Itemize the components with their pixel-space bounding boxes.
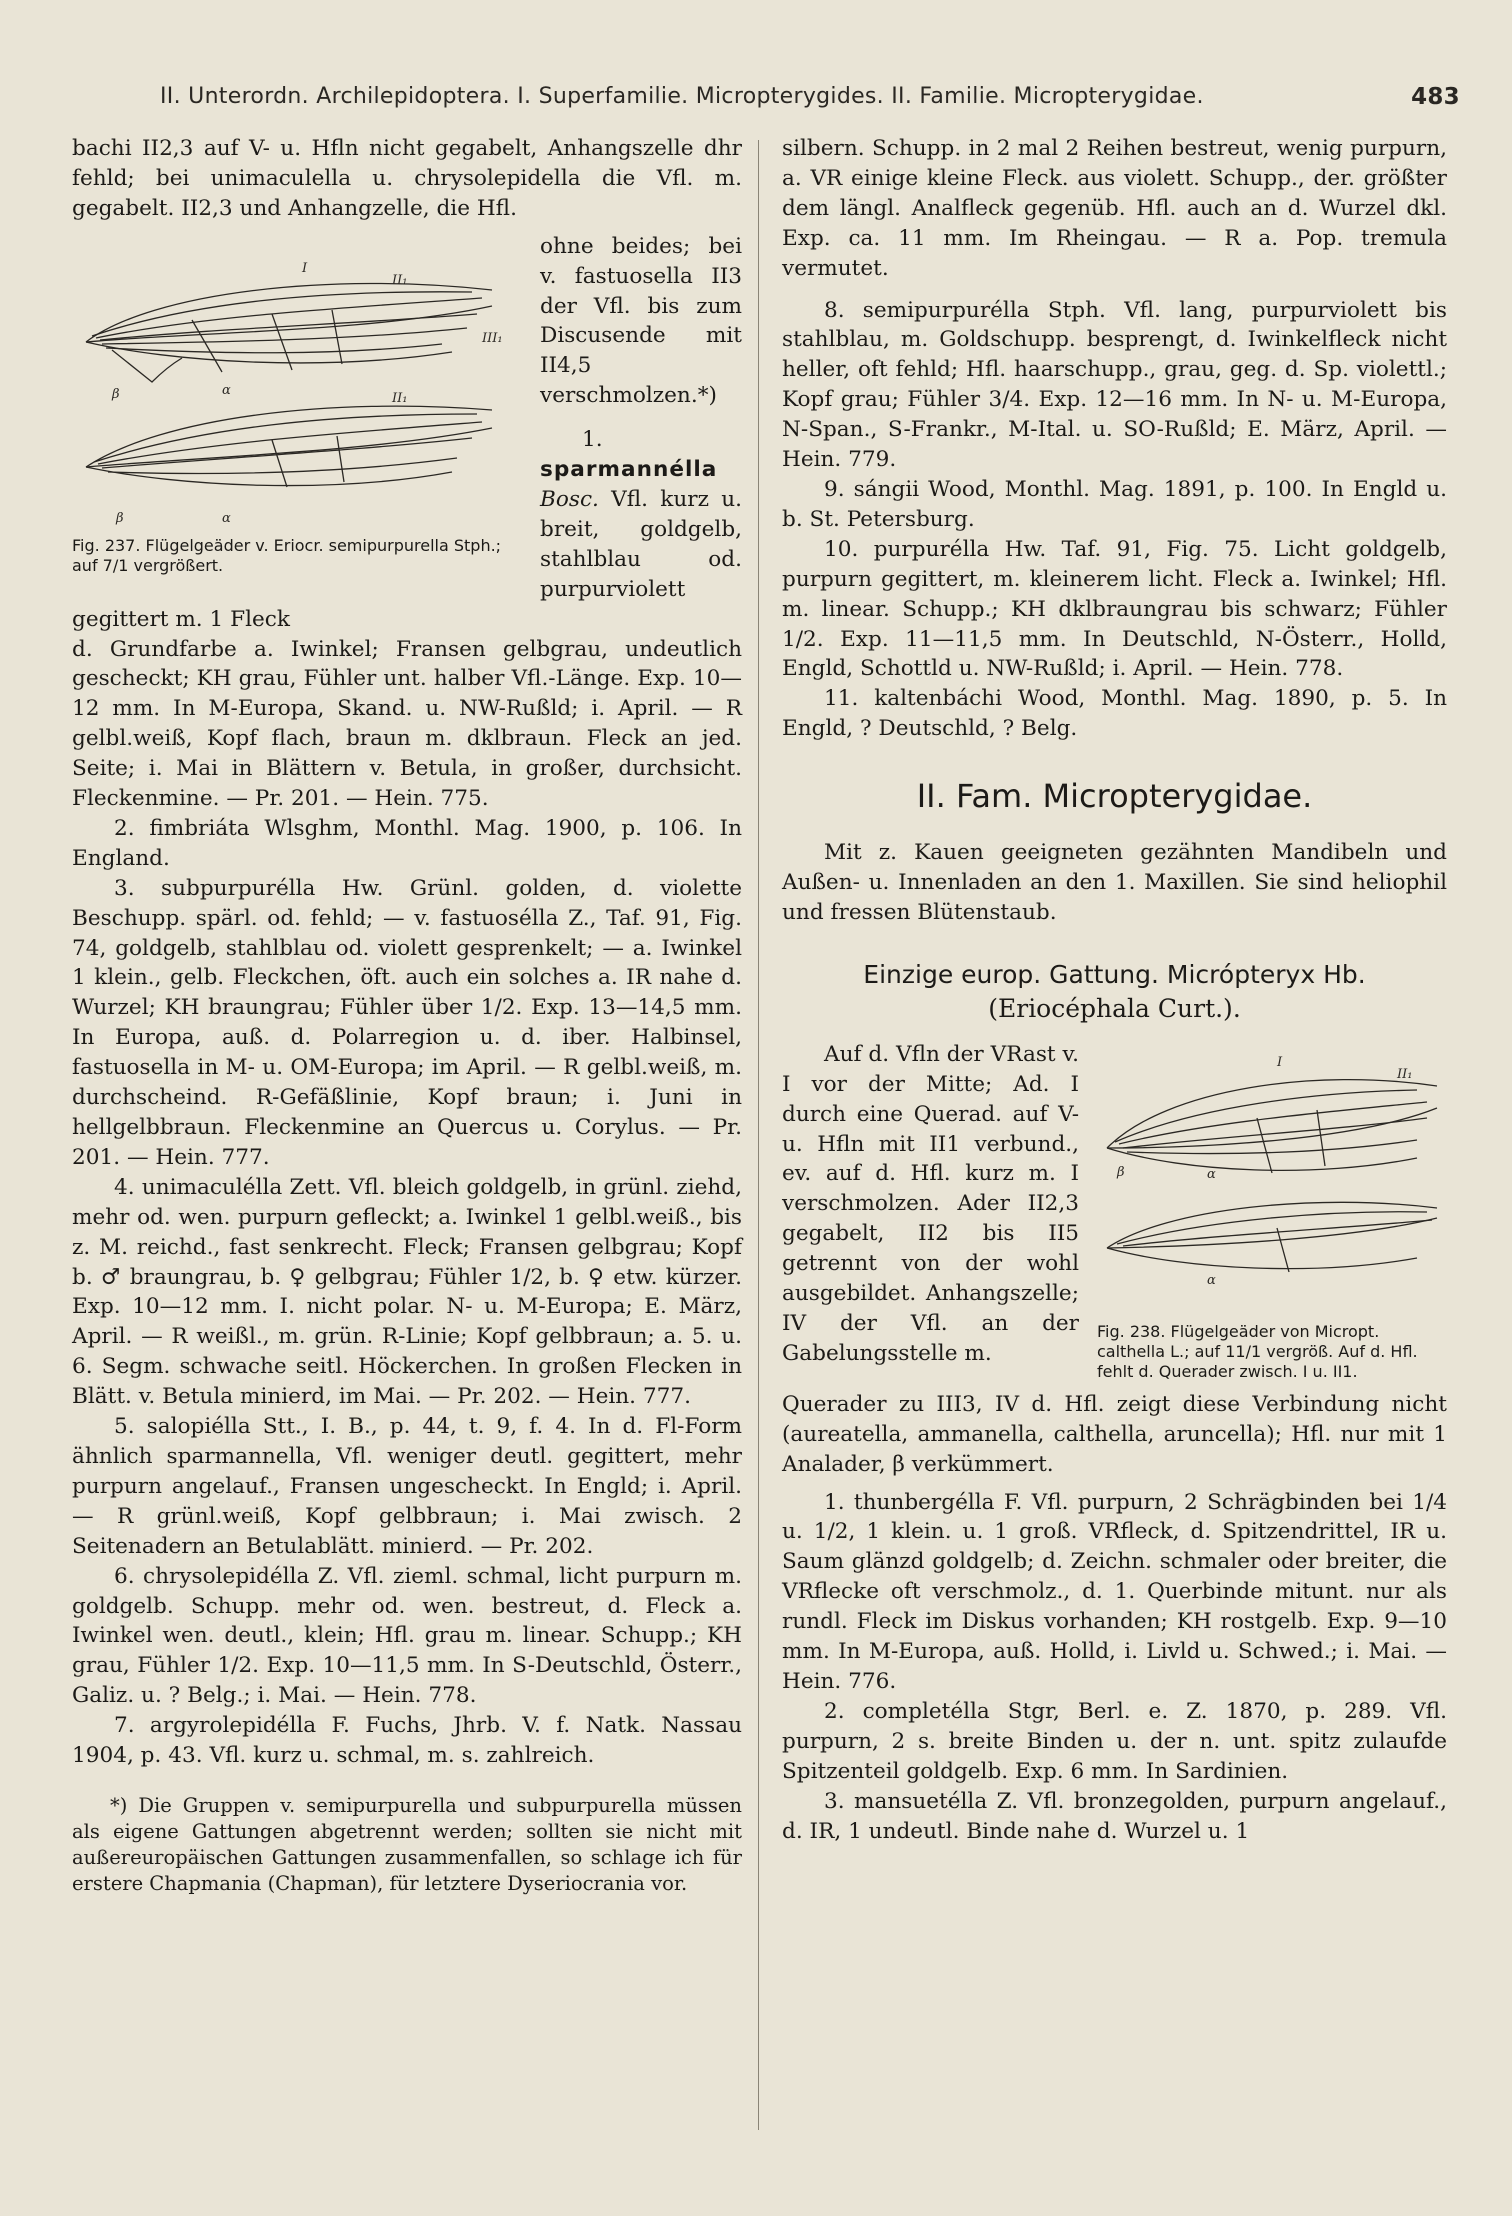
family-heading: II. Fam. Micropterygidae. (916, 777, 1313, 816)
genus-synonym: (Eriocéphala Curt.). (988, 993, 1241, 1023)
species-6-entry: 6. chrysolepidélla Z. Vfl. zieml. schmal, licht purpurn m. goldgelb. Schupp. mehr od. wen. bestreut, d. Fleck a. Iwinkel wen. deutl., klein; Hfl. grau m. linear. Schupp.; KH grau, Fühler 1/2. Exp. 10—11,5 mm. In S-Deutschld, Österr., Galiz. u. ? Belg.; i. Mai. — Hein. 778. (72, 1563, 742, 1709)
figure-238-caption: Fig. 238. Flügelgeäder von Micropt. calthella L.; auf 11/1 vergröß. Auf d. Hfl. fehlt d. Querader zwisch. I u. II1. (1097, 1321, 1418, 1381)
svg-text:α: α (1207, 1272, 1216, 1288)
svg-text:II₁: II₁ (392, 272, 408, 288)
svg-text:β: β (116, 510, 124, 526)
species-7-entry: 7. argyrolepidélla F. Fuchs, Jhrb. V. f. Natk. Nassau 1904, p. 43. Vfl. kurz u. schmal, m. s. zahlreich. (72, 1713, 742, 1769)
wing-venation-figure-237 (72, 232, 512, 532)
genus-heading: Einzige europ. Gattung. Micrópteryx Hb. (863, 959, 1366, 989)
species-1-number: 1. (582, 427, 603, 453)
continuation-paragraph: silbern. Schupp. in 2 mal 2 Reihen bestreut, wenig purpurn, a. VR einige kleine Fleck. aus violett. Schupp., der. größter dem längl. Analfleck gegenüb. Hfl. auch an d. Wurzel dkl. Exp. ca. 11 mm. Im Rheingau. — R a. Pop. tremula vermutet. (782, 136, 1447, 281)
svg-text:β: β (1117, 1164, 1125, 1180)
intro-paragraph: bachi II2,3 auf V- u. Hfln nicht gegabelt, Anhangszelle dhr fehld; bei unimaculella u. chrysolepidella die Vfl. m. gegabelt. II2,3 und Anhangzelle, die Hfl. (72, 136, 742, 221)
svg-text:α: α (222, 382, 231, 398)
left-column (72, 134, 742, 1897)
genus-description-b: Querader zu III3, IV d. Hfl. zeigt diese Verbindung nicht (aureatella, ammanella, calthella, aruncella); Hfl. nur mit 1 Analader, β verkümmert. (782, 1391, 1447, 1477)
species-9-entry: 9. sángii Wood, Monthl. Mag. 1891, p. 100. In Engld u. b. St. Petersburg. (782, 476, 1447, 532)
micropteryx-species-2: 2. completélla Stgr, Berl. e. Z. 1870, p. 289. Vfl. purpurn, 2 s. breite Binden u. der n. unt. spitz zulaufde Spitzenteil goldgelb. Exp. 6 mm. In Sardinien. (782, 1698, 1447, 1784)
micropteryx-species-1: 1. thunbergélla F. Vfl. purpurn, 2 Schrägbinden bei 1/4 u. 1/2, 1 klein. u. 1 groß. VRfleck, d. Spitzendrittel, IR u. Saum glänzd goldgelb; d. Zeichn. schmaler oder breiter, die VRflecke oft verschmolz., d. 1. Querbinde mitunt. nur als rundl. Fleck im Diskus vorhanden; KH rostgelb. Exp. 9—10 mm. In M-Europa, auß. Holld, i. Livld u. Schwed.; i. Mai. — Hein. 776. (782, 1489, 1447, 1694)
species-1-name: sparmannélla (540, 457, 718, 483)
species-10-entry: 10. purpurélla Hw. Taf. 91, Fig. 75. Licht goldgelb, purpurn gegittert, m. kleinerem licht. Fleck a. Iwinkel; Hfl. m. linear. Schupp.; KH dklbraungrau bis schwarz; Fühler 1/2. Exp. 11—11,5 mm. In Deutschld, N-Österr., Holld, Engld, Schottld u. NW-Rußld; i. April. — Hein. 778. (782, 536, 1447, 682)
species-8-entry: 8. semipurpurélla Stph. Vfl. lang, purpurviolett bis stahlblau, m. Goldschupp. besprengt, d. Iwinkelfleck nicht heller, oft fehld; Hfl. haarschupp., grau, geg. d. Sp. violettl.; Kopf grau; Fühler 3/4. Exp. 12—16 mm. In N- u. M-Europa, N-Span., S-Frankr., M-Ital. u. SO-Rußld; E. März, April. — Hein. 779. (782, 297, 1447, 473)
running-head (160, 84, 1460, 109)
column-divider (758, 140, 759, 2130)
species-4-entry: 4. unimaculélla Zett. Vfl. bleich goldgelb, in grünl. ziehd, mehr od. wen. purpurn gefleckt; a. Iwinkel 1 gelbl.weiß., bis z. M. reichd., fast senkrecht. Fleck; Fransen gelbgrau; Kopf b. ♂ braungrau, b. ♀ gelbgrau; Fühler 1/2, b. ♀ etw. kürzer. Exp. 10—12 mm. I. nicht polar. N- u. M-Europa; E. März, April. — R weißl., m. grün. R-Linie; Kopf gelbbraun; a. 5. u. 6. Segm. schwache seitl. Höckerchen. In großen Flecken in Blätt. v. Betula minierd, im Mai. — Pr. 202. — Hein. 777. (72, 1174, 742, 1410)
svg-text:α: α (1207, 1166, 1216, 1182)
svg-text:II₁: II₁ (392, 390, 408, 406)
species-1-text-b: d. Grundfarbe a. Iwinkel; Fransen gelbgrau, undeutlich gescheckt; KH grau, Fühler unt. halber Vfl.-Länge. Exp. 10—12 mm. In M-Europa, Skand. u. NW-Rußld; i. April. — R gelbl.weiß, Kopf flach, braun m. dklbraun. Fleck an jed. Seite; i. Mai in Blättern v. Betula, in großer, durchsicht. Fleckenmine. — Pr. 201. — Hein. 775. (72, 636, 742, 812)
intro-wrap-paragraph: ohne beides; bei v. fastuosella II3 der Vfl. bis zum Discusende mit II4,5 verschmolzen.*) (540, 233, 742, 409)
page-number: 483 (1411, 84, 1460, 110)
species-1-text-a: Vfl. kurz u. breit, goldgelb, stahlblau od. purpurviolett gegittert m. 1 Fleck (72, 486, 742, 632)
svg-text:II₁: II₁ (1397, 1066, 1413, 1082)
svg-text:III₁: III₁ (482, 330, 503, 346)
micropteryx-species-3: 3. mansuetélla Z. Vfl. bronzegolden, purpurn angelauf., d. IR, 1 undeutl. Binde nahe d. Wurzel u. 1 (782, 1788, 1447, 1844)
species-2-entry: 2. fimbriáta Wlsghm, Monthl. Mag. 1900, p. 106. In England. (72, 815, 742, 871)
svg-text:β: β (112, 386, 120, 402)
genus-description-a: Auf d. Vfln der VRast v. I vor der Mitte; Ad. I durch eine Querad. auf V- u. Hfln mit II1 verbund., ev. auf d. Hfl. kurz m. I verschmolzen. Ader II2,3 gegabelt, II2 bis II5 getrennt von der wohl ausgebildet. Anhangszelle; IV der Vfl. an der Gabelungsstelle m. (782, 1041, 1079, 1366)
species-1-author: Bosc. (540, 486, 599, 512)
running-title: II. Unterordn. Archilepidoptera. I. Superfamilie. Micropterygides. II. Familie. Micropterygidae. (160, 84, 1204, 109)
figure-238 (1097, 1048, 1447, 1382)
species-5-entry: 5. salopiélla Stt., I. B., p. 44, t. 9, f. 4. In d. Fl-Form ähnlich sparmannella, Vfl. weniger deutl. gegittert, mehr purpurn angelauf., Fransen ungescheckt. In Engld; i. April. — R grünl.weiß, Kopf gelbbraun; i. Mai zwisch. 2 Seitenadern an Betulablätt. minierd. — Pr. 202. (72, 1414, 742, 1559)
wing-venation-figure-238 (1097, 1048, 1442, 1318)
figure-237-caption: Fig. 237. Flügelgeäder v. Eriocr. semipurpurella Stph.; auf 7/1 vergrößert. (72, 535, 502, 575)
svg-text:I: I (302, 260, 308, 276)
figure-237 (72, 232, 522, 576)
svg-text:I: I (1277, 1054, 1283, 1070)
footnote: *) Die Gruppen v. semipurpurella und subpurpurella müssen als eigene Gattungen abgetrennt werden; sollten sie nicht mit außereuropäischen Gattungen zusammenfallen, so schlage ich für erstere Chapmania (Chapman), für letztere Dyseriocrania vor. (72, 1793, 742, 1895)
species-11-entry: 11. kaltenbáchi Wood, Monthl. Mag. 1890, p. 5. In Engld, ? Deutschld, ? Belg. (782, 686, 1447, 742)
svg-text:α: α (222, 510, 231, 526)
family-description: Mit z. Kauen geeigneten gezähnten Mandibeln und Außen- u. Innenladen an den 1. Maxillen. Sie sind heliophil und fressen Blütenstaub. (782, 840, 1447, 925)
species-3-entry: 3. subpurpurélla Hw. Grünl. golden, d. violette Beschupp. spärl. od. fehld; — v. fastuosélla Z., Taf. 91, Fig. 74, goldgelb, stahlblau od. violett gesprenkelt; — a. Iwinkel 1 klein., gelb. Fleckchen, öft. auch ein solches a. IR nahe d. Wurzel; KH braungrau; Fühler über 1/2. Exp. 13—14,5 mm. In Europa, auß. d. Polarregion u. d. iber. Halbinsel, fastuosella in M- u. OM-Europa; im April. — R gelbl.weiß, m. durchscheind. R-Gefäßlinie, Kopf braun; i. Juni in hellgelbbraun. Fleckenmine an Quercus u. Corylus. — Pr. 201. — Hein. 777. (72, 875, 742, 1170)
right-column (782, 134, 1447, 1846)
